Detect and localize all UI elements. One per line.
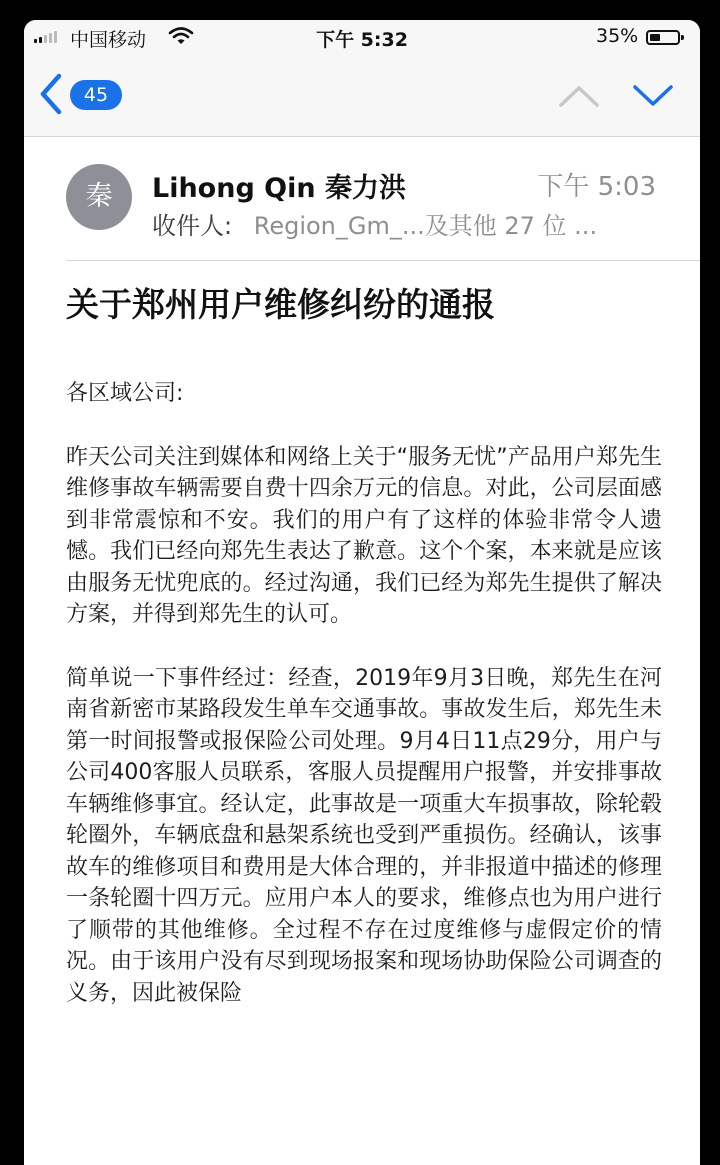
sender-name[interactable]: Lihong Qin 秦力洪 — [152, 173, 407, 204]
mail-screen — [24, 20, 700, 1165]
battery-percentage: 35% — [596, 25, 639, 47]
status-bar — [24, 20, 700, 54]
body-paragraph: 昨天公司关注到媒体和网络上关于“服务无忧”产品用户郑先生维修事故车辆需要自费十四余万元的信息。对此，公司层面感到非常震惊和不安。我们的用户有了这样的体验非常令人遗憾。我们已经向郑先生表达了歉意。这个个案，本来就是应该由服务无忧兜底的。经过沟通，我们已经为郑先生提供了解决方案，并得到郑先生的认可。 — [66, 444, 662, 627]
email-header — [24, 136, 700, 258]
recipients-label: 收件人: — [152, 212, 233, 240]
recipients-line[interactable] — [152, 206, 597, 241]
header-divider — [66, 260, 700, 261]
sender-avatar[interactable]: 秦 — [66, 164, 132, 230]
greeting-paragraph: 各区域公司: — [66, 381, 184, 406]
email-body — [66, 378, 662, 1041]
next-message-icon[interactable] — [632, 84, 674, 112]
recipients-list[interactable]: Region_Gm_...及其他 27 位 ... — [253, 212, 598, 240]
carrier-name: 中国移动 — [70, 29, 147, 51]
previous-message-icon[interactable] — [558, 84, 600, 112]
body-paragraph: 简单说一下事件经过：经查，2019年9月3日晚，郑先生在河南省新密市某路段发生单车交通事故。事故发生后，郑先生未第一时间报警或报保险公司处理。9月4日11点29分，用户与公司400客服人员联系，客服人员提醒用户报警，并安排事故车辆维修事宜。经认定，此事故是一项重大车损事故，除轮毂轮圈外，车辆底盘和悬架系统也受到严重损伤。经确认，该事故车的维修项目和费用是大体合理的，并非报道中描述的修理一条轮圈十四万元。应用户本人的要求，维修点也为用户进行了顺带的其他维修。全过程不存在过度维修与虚假定价的情况。由于该用户没有尽到现场报案和现场协助保险公司调查的义务，因此被保险 — [66, 665, 662, 1006]
email-subject: 关于郑州用户维修纠纷的通报 — [66, 285, 495, 324]
back-chevron-icon[interactable] — [38, 72, 64, 120]
battery-icon — [646, 30, 680, 45]
navigation-bar — [24, 54, 700, 137]
email-time: 下午 5:03 — [537, 172, 656, 202]
mailbox-count-badge[interactable]: 45 — [70, 80, 122, 110]
status-time: 下午 5:32 — [316, 29, 408, 51]
